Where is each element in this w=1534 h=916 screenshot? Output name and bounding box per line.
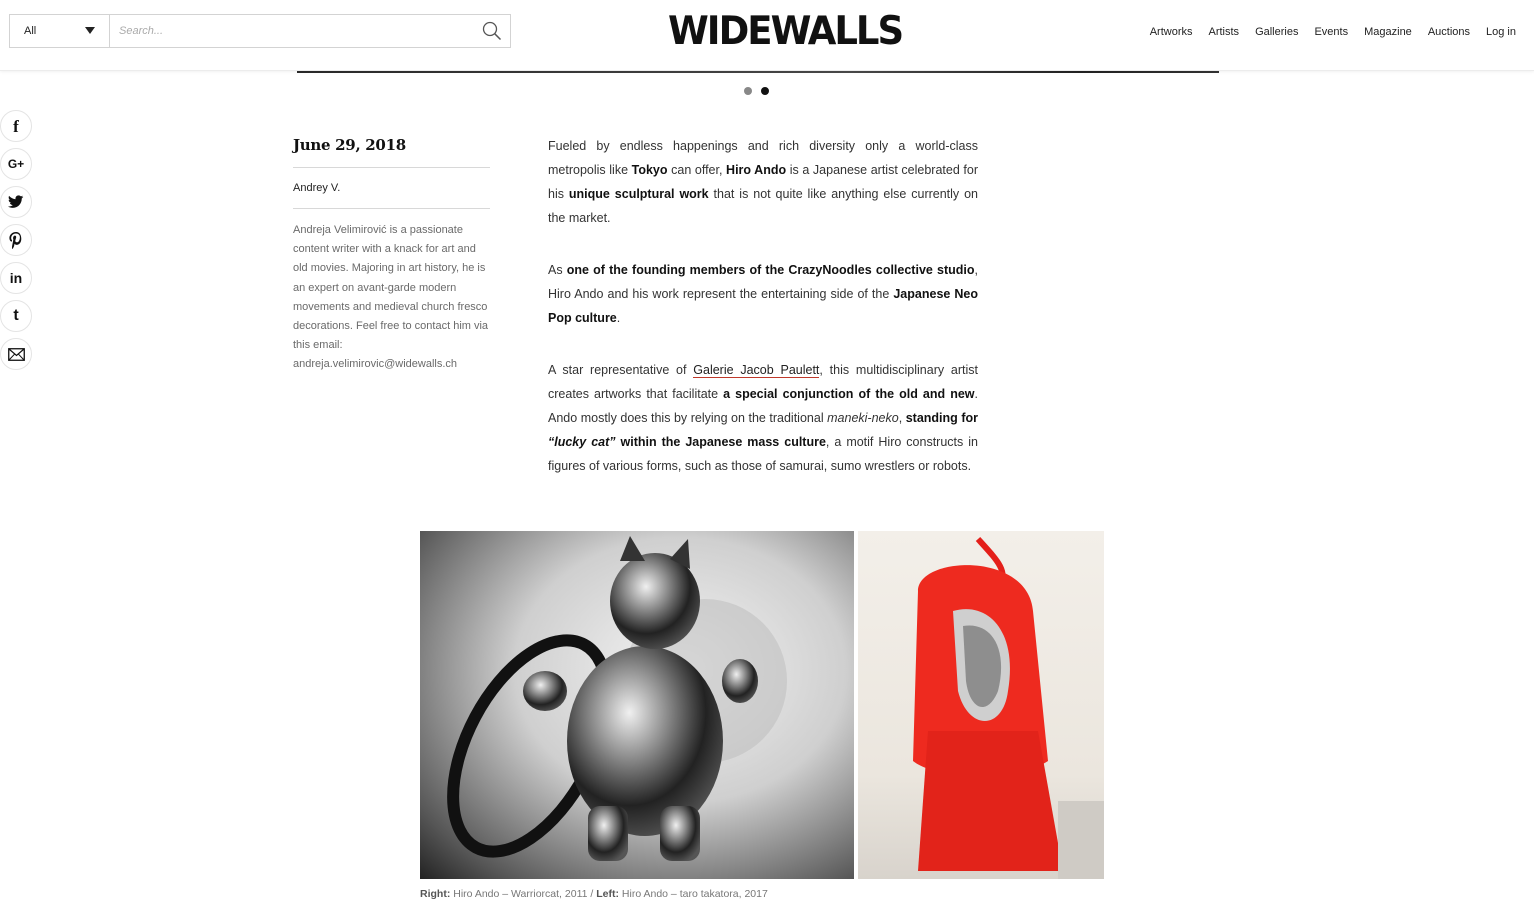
caption-right-label: Right: — [420, 888, 451, 900]
text-run: , — [898, 411, 906, 425]
share-email-button[interactable] — [0, 338, 32, 370]
search-input[interactable] — [110, 15, 474, 47]
article-paragraph-3 — [548, 358, 978, 478]
nav-item-magazine[interactable]: Magazine — [1364, 26, 1412, 38]
text-run: . Ando mostly does this by relying on the traditional — [548, 387, 978, 425]
author-column — [293, 136, 490, 375]
nav-item-events[interactable]: Events — [1314, 26, 1349, 38]
text-run: can offer, — [667, 163, 727, 177]
caption-left-label: Left: — [596, 888, 619, 900]
twitter-icon — [8, 195, 24, 209]
nav-item-galleries[interactable]: Galleries — [1255, 26, 1299, 38]
text-run: that is not quite like anything else currently on the market. — [548, 187, 979, 225]
bold-text: a special conjunction of the old and new — [723, 387, 975, 401]
category-select-label: All — [24, 25, 37, 37]
text-run: Fueled by endless happenings and rich diversity only a world-class metropolis like — [548, 139, 978, 177]
site-header — [0, 0, 1534, 71]
italic-text: “lucky cat” — [548, 435, 616, 449]
slider-dot-1[interactable] — [744, 87, 752, 95]
article-date: June 29, 2018 — [293, 136, 490, 168]
author-name[interactable]: Andrey V. — [293, 168, 490, 209]
slider-dot-2[interactable] — [761, 87, 769, 95]
author-bio: Andreja Velimirović is a passionate content writer with a knack for art and old movies. Majoring in art history, he is an expert on avant-garde modern movements and medieval church fresco decorations. Feel free to contact him via this email: andreja.velimirovic@widewalls.ch — [293, 224, 489, 371]
share-linkedin-button[interactable] — [0, 262, 32, 294]
article-paragraph-1 — [548, 134, 978, 230]
facebook-icon: f — [13, 116, 19, 136]
text-run: within the Japanese mass culture — [615, 435, 826, 449]
share-twitter-button[interactable] — [0, 186, 32, 218]
caption-left-text: Hiro Ando – taro takatora, 2017 — [618, 888, 768, 900]
linkedin-icon: in — [9, 270, 23, 286]
share-pinterest-button[interactable] — [0, 224, 32, 256]
image-caption — [420, 888, 768, 900]
text-run: . — [616, 311, 621, 325]
artwork-images — [420, 531, 1104, 879]
italic-text: maneki-neko — [827, 411, 899, 425]
nav-item-login[interactable]: Log in — [1486, 26, 1516, 38]
artwork-image-warriorcat[interactable] — [420, 531, 854, 879]
search-icon — [482, 21, 502, 41]
text-run: As — [548, 263, 567, 277]
main-nav — [1150, 26, 1516, 38]
slider-dots — [744, 87, 769, 95]
site-logo[interactable]: WIDEWALLS — [668, 7, 903, 54]
article-paragraph-2 — [548, 258, 978, 330]
nav-item-artworks[interactable]: Artworks — [1149, 26, 1193, 38]
google-plus-icon: G+ — [7, 157, 25, 171]
search-bar — [9, 14, 511, 48]
caption-right-text: Hiro Ando – Warriorcat, 2011 / — [450, 888, 597, 900]
nav-item-auctions[interactable]: Auctions — [1427, 26, 1471, 38]
share-facebook-button[interactable] — [0, 110, 32, 142]
tumblr-icon: t — [13, 307, 19, 324]
bold-text: one of the founding members of the CrazyNoodles collective studio — [566, 263, 975, 277]
text-run: standing for — [905, 411, 978, 425]
text-run: A star representative of — [548, 363, 694, 377]
takatora-illustration — [858, 531, 1104, 879]
gallery-link[interactable]: Galerie Jacob Paulett — [693, 363, 820, 377]
category-select[interactable] — [10, 15, 110, 47]
bold-text: Hiro Ando — [726, 163, 787, 177]
text-run: , a motif Hiro constructs in figures of various forms, such as those of samurai, sumo wrestlers or robots. — [548, 435, 978, 473]
bold-text: unique sculptural work — [568, 187, 709, 201]
nav-item-artists[interactable]: Artists — [1208, 26, 1240, 38]
article-body — [548, 134, 978, 506]
text-run: , Hiro Ando and his work represent the entertaining side of the — [548, 263, 978, 301]
share-sidebar — [0, 110, 32, 370]
text-run: is a Japanese artist celebrated for his — [548, 163, 978, 201]
email-icon — [8, 348, 25, 361]
artwork-image-taro-takatora[interactable] — [858, 531, 1104, 879]
share-tumblr-button[interactable] — [0, 300, 32, 332]
chevron-down-icon — [85, 27, 95, 34]
bold-text: Japanese Neo Pop culture — [548, 287, 978, 325]
bold-text: Tokyo — [631, 163, 668, 177]
warriorcat-illustration — [420, 531, 854, 879]
share-google-plus-button[interactable] — [0, 148, 32, 180]
search-button[interactable] — [474, 15, 510, 47]
text-run: , this multidisciplinary artist creates artworks that facilitate — [548, 363, 978, 401]
pinterest-icon — [9, 232, 23, 249]
